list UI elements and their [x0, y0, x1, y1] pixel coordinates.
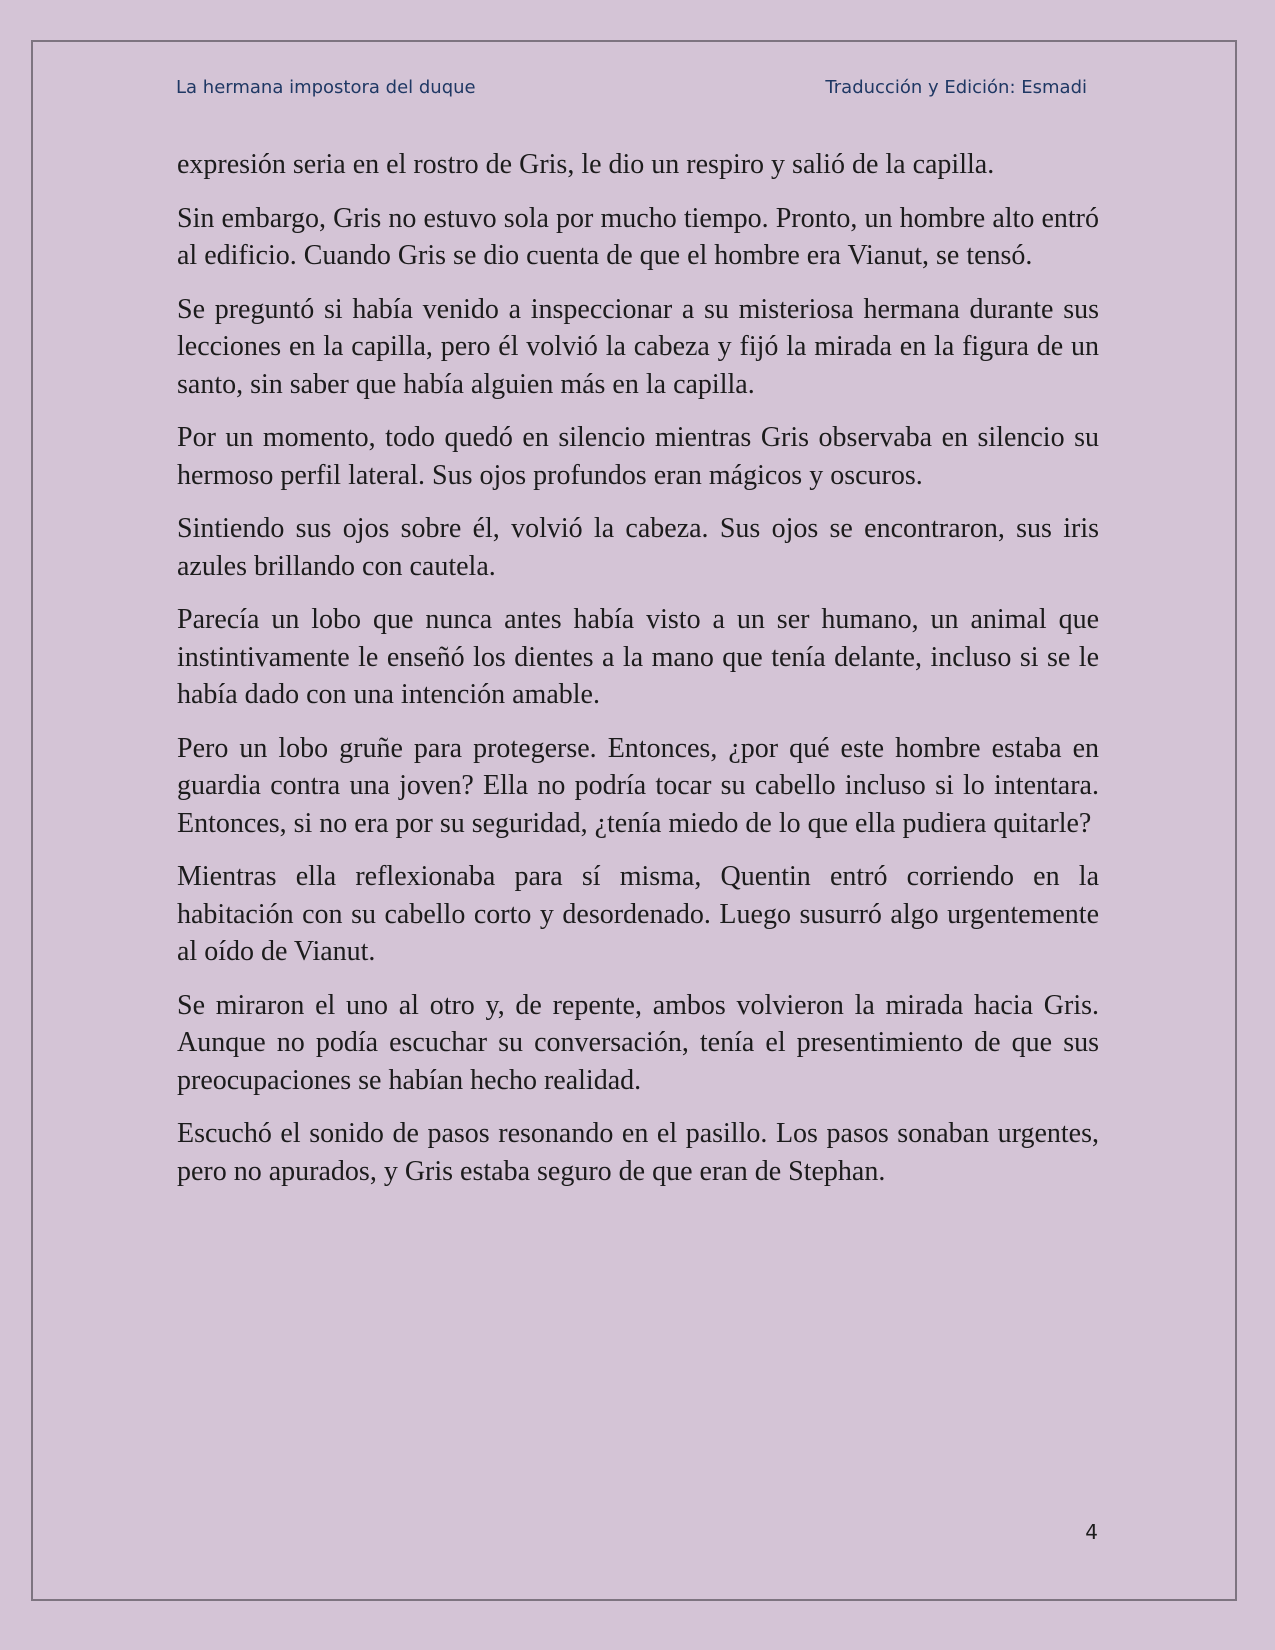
paragraph: Se miraron el uno al otro y, de repente, ambos volvieron la mirada hacia Gris. Aunque no podía escuchar su conversación, tenía el presentimiento de que sus preocupaciones se habían hecho realidad.: [177, 989, 1099, 1096]
paragraph: expresión seria en el rostro de Gris, le dio un respiro y salió de la capilla.: [177, 149, 995, 180]
body-text: [177, 146, 1099, 1206]
paragraph: Escuchó el sonido de pasos resonando en el pasillo. Los pasos sonaban urgentes, pero no apurados, y Gris estaba seguro de que eran de Stephan.: [177, 1118, 1099, 1187]
paragraph: Parecía un lobo que nunca antes había visto a un ser humano, un animal que instintivamente le enseñó los dientes a la mano que tenía delante, incluso si se le había dado con una intención amable.: [177, 604, 1099, 710]
paragraph: Por un momento, todo quedó en silencio mientras Gris observaba en silencio su hermoso perfil lateral. Sus ojos profundos eran mágicos y oscuros.: [177, 422, 1099, 491]
paragraph: Mientras ella reflexionaba para sí misma, Quentin entró corriendo en la habitación con su cabello corto y desordenado. Luego susurró algo urgentemente al oído de Vianut.: [177, 861, 1099, 967]
running-header: [176, 72, 1087, 102]
paragraph: Sin embargo, Gris no estuvo sola por mucho tiempo. Pronto, un hombre alto entró al edificio. Cuando Gris se dio cuenta de que el hombre era Vianut, se tensó.: [177, 202, 1099, 271]
translation-credits: Traducción y Edición: Esmadi: [825, 76, 1087, 98]
book-title: La hermana impostora del duque: [176, 76, 476, 98]
page-number: 4: [1085, 1520, 1098, 1544]
paragraph: Se preguntó si había venido a inspeccionar a su misteriosa hermana durante sus lecciones en la capilla, pero él volvió la cabeza y fijó la mirada en la figura de un santo, sin saber que había alguien más en la capilla.: [177, 293, 1099, 400]
paragraph: Sintiendo sus ojos sobre él, volvió la cabeza. Sus ojos se encontraron, sus iris azules brillando con cautela.: [177, 513, 1099, 582]
paragraph: Pero un lobo gruñe para protegerse. Entonces, ¿por qué este hombre estaba en guardia contra una joven? Ella no podría tocar su cabello incluso si lo intentara. Entonces, si no era por su seguridad, ¿tenía miedo de lo que ella pudiera quitarle?: [177, 732, 1099, 839]
